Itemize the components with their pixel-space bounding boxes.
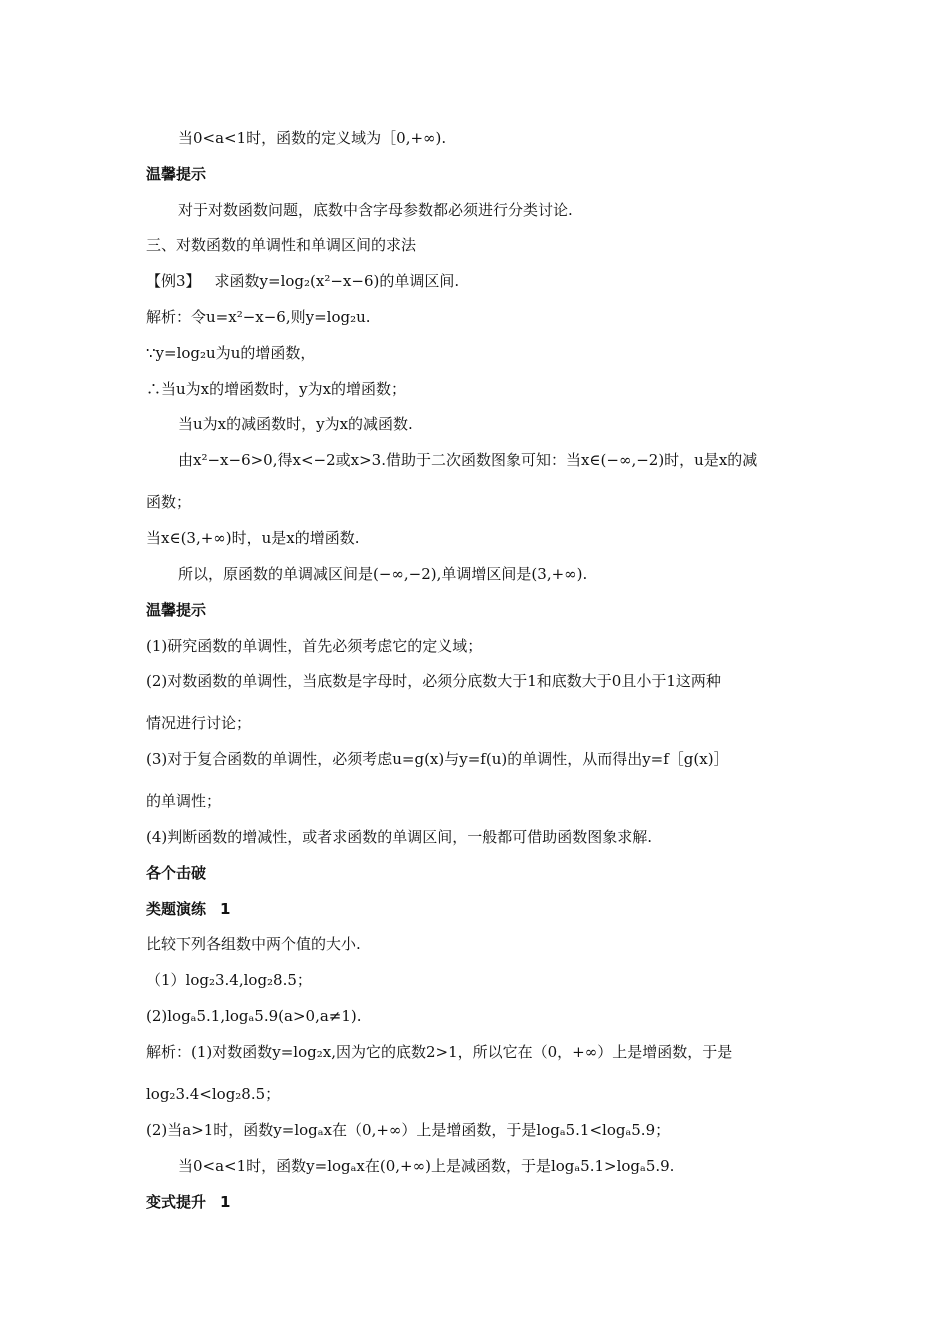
- variant-heading: [146, 1192, 846, 1212]
- tip-item: (4)判断函数的增减性，或者求函数的单调区间，一般都可借助函数图象求解.: [146, 828, 653, 846]
- tip-item: 情况进行讨论；: [146, 714, 252, 732]
- text-line: 当0<a<1时，函数y=logₐx在(0,+∞)上是减函数，于是logₐ5.1>logₐ5.9.: [178, 1157, 675, 1175]
- text-line: （1）log₂3.4,log₂8.5；: [146, 971, 312, 989]
- text-line: ∵y=log₂u为u的增函数，: [146, 344, 316, 362]
- text-line: 所以，原函数的单调减区间是(−∞,−2),单调增区间是(3,+∞).: [178, 565, 588, 583]
- example-text: 求函数y=log₂(x²−x−6)的单调区间.: [214, 272, 460, 290]
- text-line: 解析：(1)对数函数y=log₂x,因为它的底数2>1，所以它在（0，+∞）上是增函数，于是: [146, 1043, 733, 1061]
- text-line: 函数；: [146, 493, 192, 511]
- practice-label: 类题演练: [146, 900, 207, 918]
- section-heading: 各个击破: [146, 864, 207, 882]
- variant-label: 变式提升: [146, 1193, 207, 1211]
- tip-item: 的单调性；: [146, 792, 222, 810]
- text-line: 比较下列各组数中两个值的大小.: [146, 935, 361, 953]
- text-line: log₂3.4<log₂8.5；: [146, 1085, 281, 1103]
- text-line: 对于对数函数问题，底数中含字母参数都必须进行分类讨论.: [178, 201, 573, 219]
- text-line: (2)logₐ5.1,logₐ5.9(a>0,a≠1).: [146, 1007, 362, 1025]
- practice-heading: [146, 899, 846, 919]
- tip-item: (2)对数函数的单调性，当底数是字母时，必须分底数大于1和底数大于0且小于1这两种: [146, 672, 721, 690]
- tip-item: (3)对于复合函数的单调性，必须考虑u=g(x)与y=f(u)的单调性，从而得出y=f［g(x)］: [146, 750, 729, 768]
- text-line: 由x²−x−6>0,得x<−2或x>3.借助于二次函数图象可知：当x∈(−∞,−2)时，u是x的减: [178, 451, 758, 469]
- text-line: 解析：令u=x²−x−6,则y=log₂u.: [146, 308, 371, 326]
- text-line: (2)当a>1时，函数y=logₐx在（0,+∞）上是增函数，于是logₐ5.1<logₐ5.9；: [146, 1121, 671, 1139]
- tip-heading: 温馨提示: [146, 601, 207, 619]
- example-line: [146, 271, 846, 291]
- section-heading: 三、对数函数的单调性和单调区间的求法: [146, 236, 417, 254]
- tip-item: (1)研究函数的单调性，首先必须考虑它的定义域；: [146, 637, 483, 655]
- text-line: ∴当u为x的增函数时，y为x的增函数；: [146, 380, 407, 398]
- practice-number: 1: [220, 900, 231, 918]
- text-line: 当0<a<1时，函数的定义域为［0,+∞).: [178, 129, 447, 147]
- tip-heading: 温馨提示: [146, 165, 207, 183]
- variant-number: 1: [220, 1193, 231, 1211]
- example-label: 【例3】: [146, 272, 201, 290]
- text-line: 当x∈(3,+∞)时，u是x的增函数.: [146, 529, 360, 547]
- text-line: 当u为x的减函数时，y为x的减函数.: [178, 415, 413, 433]
